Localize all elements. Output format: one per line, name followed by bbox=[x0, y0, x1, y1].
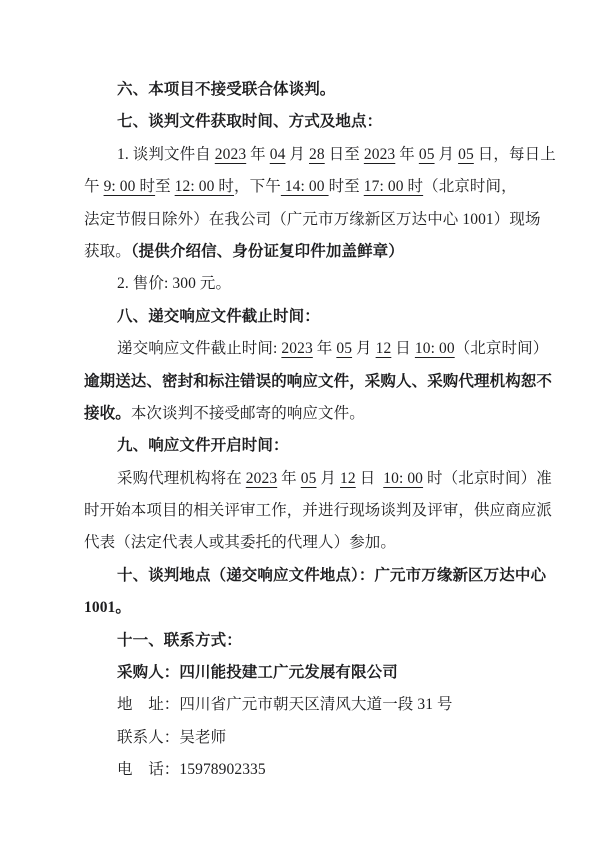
underlined-value: 10: 00 bbox=[414, 340, 455, 358]
text-segment: 采购人：四川能投建工广元发展有限公司 bbox=[117, 664, 398, 682]
text-segment: 年 bbox=[395, 145, 419, 163]
text-line bbox=[84, 398, 523, 430]
text-segment: 午 bbox=[84, 178, 104, 196]
text-segment: 月 bbox=[352, 340, 376, 358]
text-segment: 接收。 bbox=[84, 404, 131, 422]
underlined-value: 2023 bbox=[214, 145, 247, 163]
text-segment: 1001。 bbox=[84, 599, 132, 617]
text-segment: 电 话：15978902335 bbox=[117, 761, 266, 779]
text-segment: （北京时间， bbox=[423, 178, 517, 196]
underlined-value: 28 bbox=[309, 145, 325, 163]
text-segment: 1. 谈判文件自 bbox=[117, 145, 215, 163]
underlined-value: 2023 bbox=[363, 145, 396, 163]
text-line bbox=[84, 74, 523, 106]
document-body bbox=[84, 74, 556, 787]
text-line bbox=[84, 430, 523, 462]
text-segment: 联系人：吴老师 bbox=[117, 728, 227, 746]
text-segment: 2. 售价: 300 元。 bbox=[117, 275, 232, 293]
text-segment: 时（北京时间）准 bbox=[423, 469, 552, 487]
text-segment: 时至 bbox=[328, 178, 364, 196]
text-line bbox=[84, 366, 553, 398]
text-line bbox=[84, 333, 549, 365]
underlined-value: 12 bbox=[375, 340, 392, 358]
text-line bbox=[84, 463, 552, 495]
underlined-value: 14: 00 bbox=[280, 178, 329, 196]
text-segment: 日 bbox=[391, 340, 415, 358]
text-segment: 九、响应文件开启时间： bbox=[117, 437, 289, 455]
text-segment: 法定节假日除外）在我公司（广元市万缘新区万达中心 1001）现场 bbox=[84, 210, 541, 228]
text-line bbox=[84, 657, 523, 689]
text-line bbox=[84, 236, 523, 268]
underlined-value: 05 bbox=[300, 469, 317, 487]
text-line bbox=[84, 301, 523, 333]
text-segment: 八、递交响应文件截止时间： bbox=[117, 307, 320, 325]
text-segment: 月 bbox=[434, 145, 459, 163]
text-line bbox=[84, 754, 523, 786]
underlined-value: 17: 00 时 bbox=[363, 178, 424, 196]
text-line bbox=[84, 592, 523, 624]
text-segment: 十、谈判地点（递交响应文件地点）：广元市万缘新区万达中心 bbox=[117, 566, 547, 584]
text-line bbox=[84, 722, 523, 754]
underlined-value: 10: 00 bbox=[383, 469, 424, 487]
text-segment: 递交响应文件截止时间: bbox=[117, 340, 282, 358]
text-segment: 地 址：四川省广元市朝天区清风大道一段 31 号 bbox=[117, 696, 453, 714]
text-segment: 六、本项目不接受联合体谈判。 bbox=[117, 81, 336, 98]
underlined-value: 05 bbox=[458, 145, 474, 163]
text-segment: 逾期送达、密封和标注错误的响应文件，采购人、采购代理机构恕不 bbox=[84, 372, 553, 390]
underlined-value: 9: 00 时 bbox=[103, 178, 156, 196]
text-line bbox=[84, 689, 523, 721]
text-segment: 获取。 bbox=[84, 242, 131, 260]
text-line bbox=[84, 527, 523, 559]
text-segment: 年 bbox=[312, 340, 337, 358]
text-line bbox=[84, 204, 541, 236]
text-line bbox=[84, 495, 553, 527]
text-line bbox=[84, 106, 523, 138]
text-line bbox=[84, 171, 523, 203]
text-segment: 七、谈判文件获取时间、方式及地点： bbox=[117, 113, 383, 131]
underlined-value: 05 bbox=[418, 145, 435, 163]
text-segment: 日 bbox=[355, 469, 384, 487]
text-segment: 本次谈判不接受邮寄的响应文件。 bbox=[130, 404, 365, 422]
text-segment: 十一、联系方式： bbox=[117, 631, 242, 649]
text-segment: 时开始本项目的相关评审工作，并进行现场谈判及评审，供应商应派 bbox=[84, 502, 553, 520]
underlined-value: 12 bbox=[340, 469, 356, 487]
text-line bbox=[84, 139, 556, 171]
underlined-value: 04 bbox=[269, 145, 286, 163]
text-line bbox=[84, 268, 523, 300]
text-segment: 年 bbox=[277, 469, 301, 487]
text-segment: ，下午 bbox=[234, 178, 281, 196]
underlined-value: 12: 00 时 bbox=[174, 178, 235, 196]
text-segment: 日至 bbox=[324, 145, 364, 163]
underlined-value: 05 bbox=[336, 340, 353, 358]
text-segment: 至 bbox=[155, 178, 175, 196]
underlined-value: 2023 bbox=[245, 469, 278, 487]
text-segment: （北京时间） bbox=[454, 340, 549, 358]
underlined-value: 2023 bbox=[281, 340, 313, 358]
text-segment: 年 bbox=[246, 145, 270, 163]
text-line bbox=[84, 560, 547, 592]
text-segment: 代表（法定代表人或其委托的代理人）参加。 bbox=[84, 534, 397, 552]
text-segment: （提供介绍信、身份证复印件加盖鲜章） bbox=[130, 242, 404, 260]
text-segment: 采购代理机构将在 bbox=[117, 469, 246, 487]
text-line bbox=[84, 625, 523, 657]
text-segment: 月 bbox=[316, 469, 341, 487]
text-segment: 月 bbox=[285, 145, 310, 163]
text-segment: 日，每日上 bbox=[473, 145, 556, 163]
